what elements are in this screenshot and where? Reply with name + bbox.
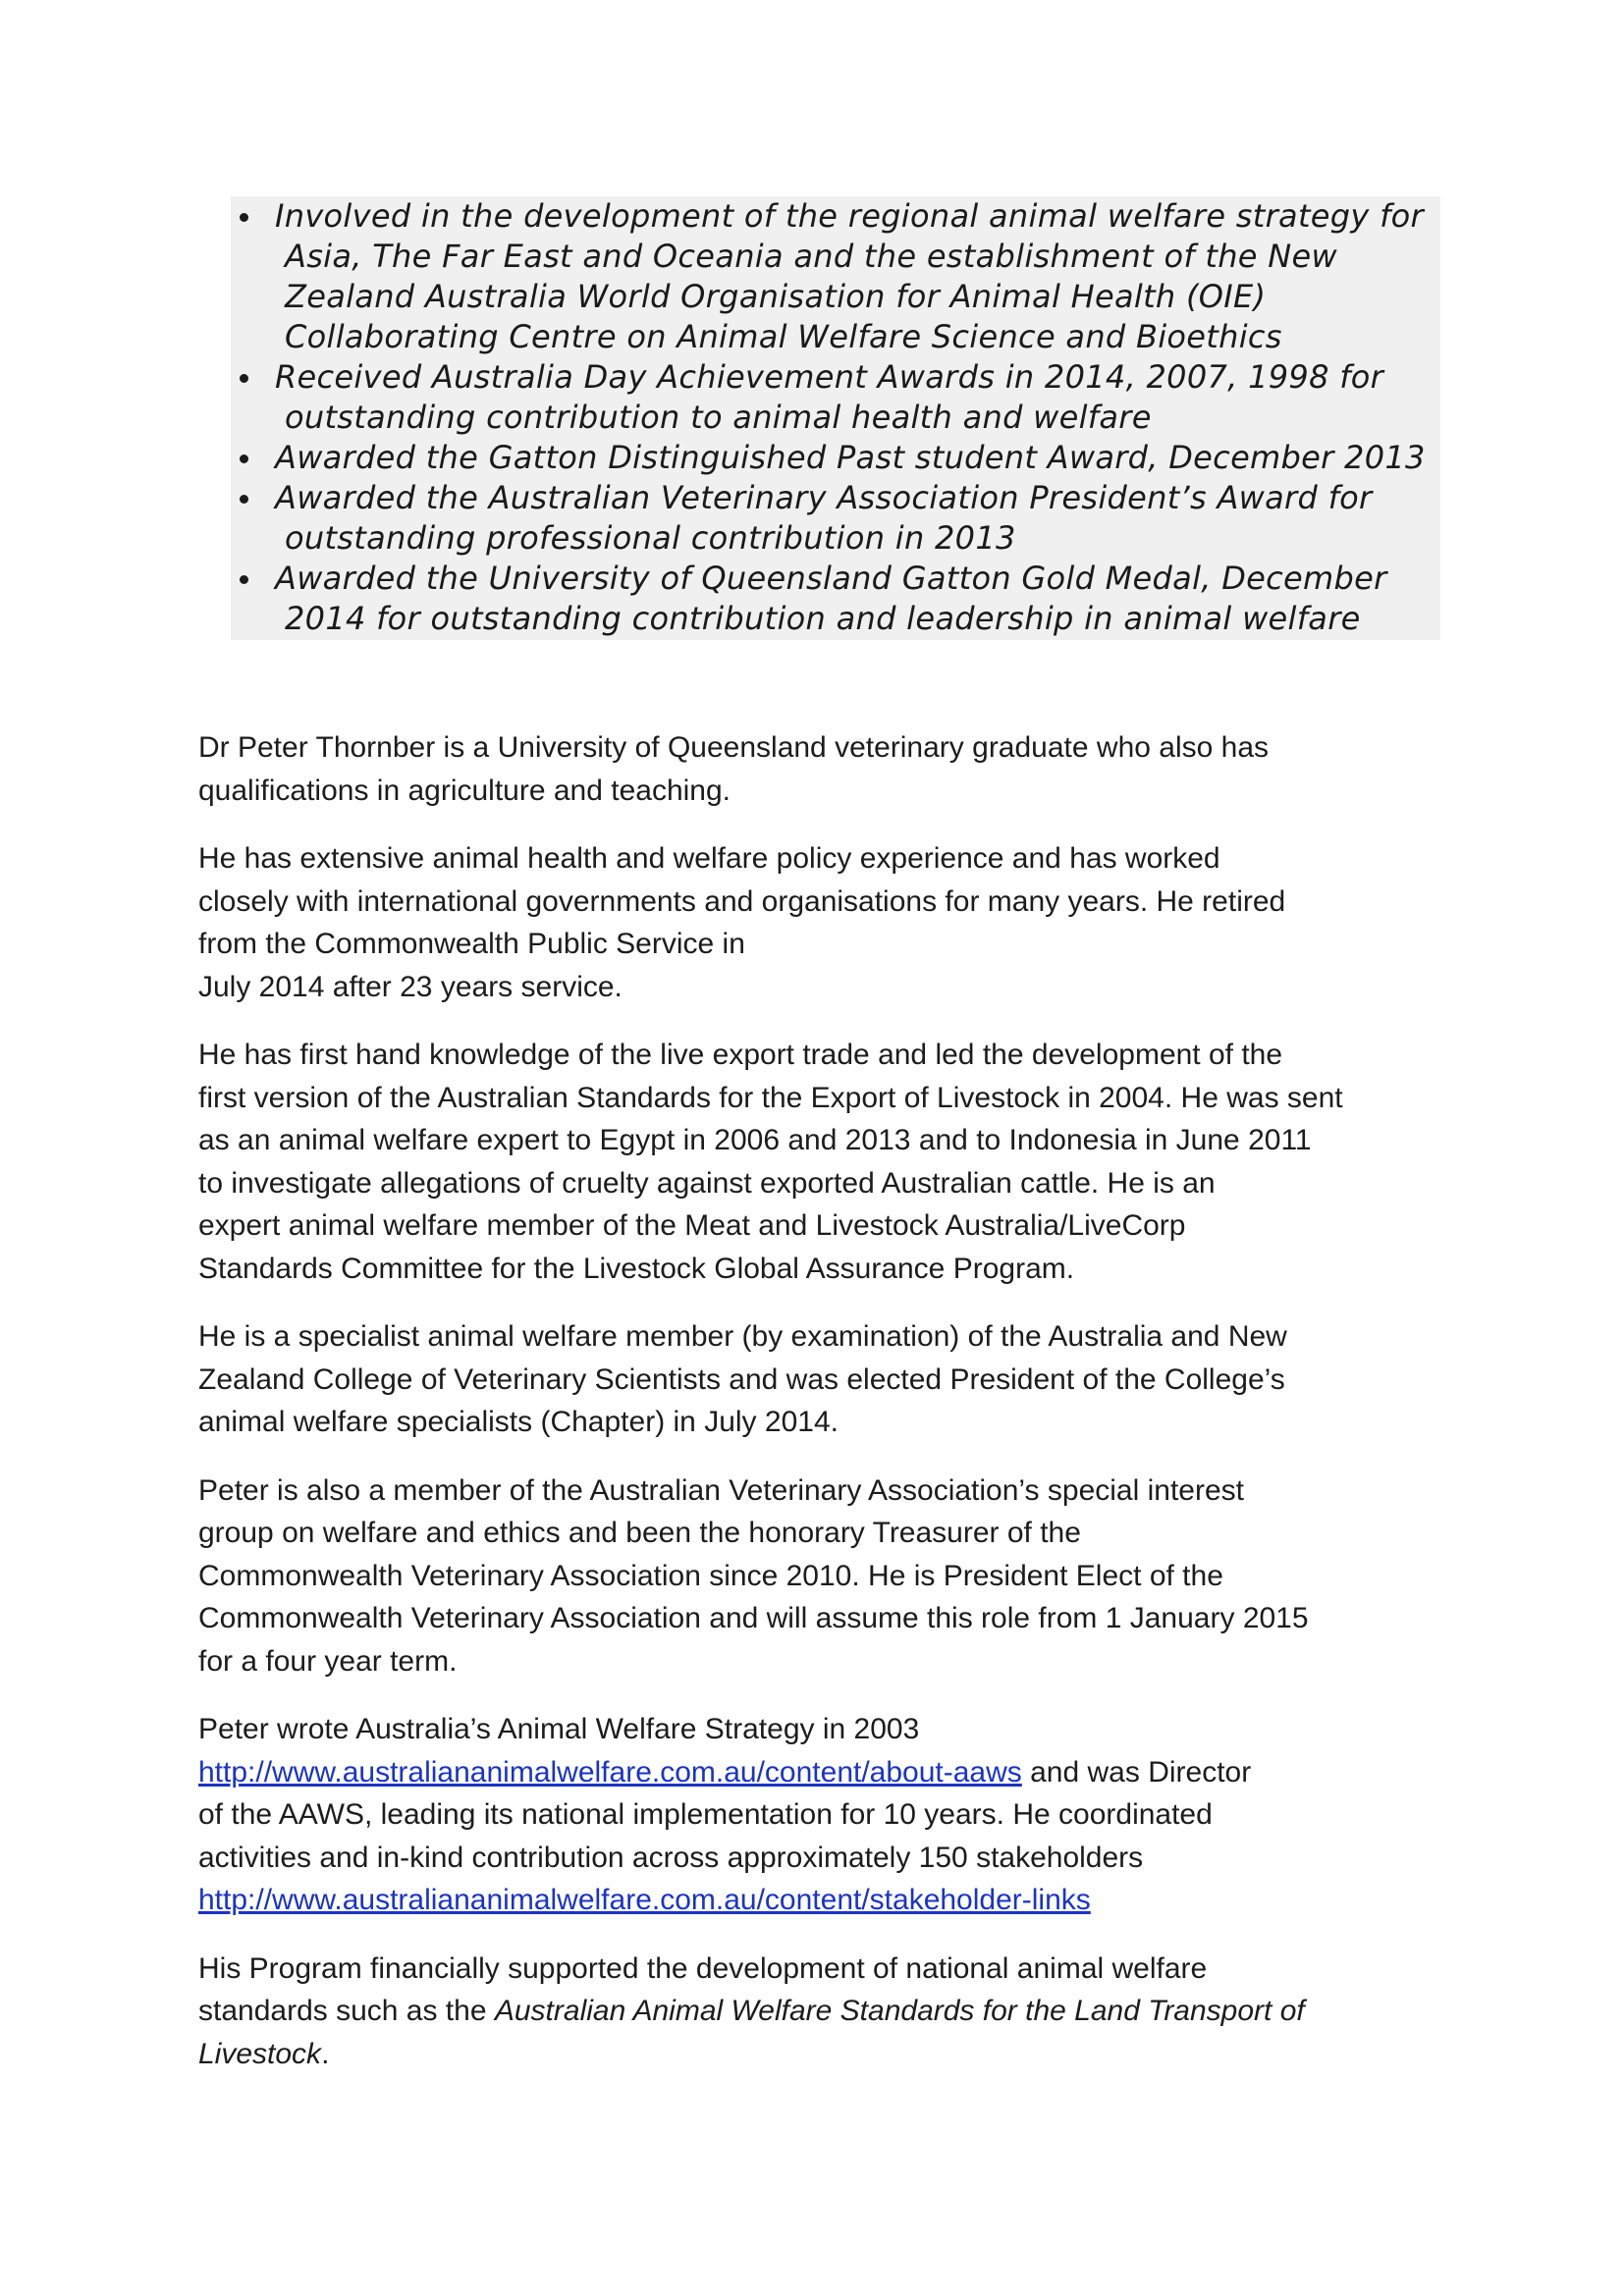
list-item-line: Zealand Australia World Organisation for Animal Health (OIE): [285, 278, 1267, 315]
bullet-icon: [240, 495, 248, 504]
bullet-icon: [240, 374, 248, 383]
achievements-box: [231, 196, 1440, 640]
list-item-line: Involved in the development of the regional animal welfare strategy for: [275, 197, 1425, 235]
text-line: July 2014 after 23 years service.: [198, 970, 623, 1003]
text-line: from the Commonwealth Public Service in: [198, 928, 745, 960]
paragraph-intro: [198, 726, 1445, 812]
list-item: [231, 357, 1440, 438]
list-item-line: Awarded the Australian Veterinary Association President’s Award for: [275, 479, 1373, 516]
text-line: closely with international governments and organisations for many years. He retired: [198, 884, 1286, 918]
text-line: His Program financially supported the development of national animal welfare: [198, 1951, 1208, 1985]
text-line: first version of the Australian Standards for the Export of Livestock in 2004. He was sent: [198, 1081, 1343, 1114]
text-segment: and was Director: [1021, 1755, 1252, 1789]
text-segment: standards such as the: [198, 1995, 495, 2027]
text-line: of the AAWS, leading its national implementation for 10 years. He coordinated: [198, 1798, 1213, 1831]
achievements-list: [231, 196, 1440, 639]
text-line: group on welfare and ethics and been the honorary Treasurer of the: [198, 1517, 1081, 1549]
biography-text: [198, 726, 1445, 2101]
bullet-icon: [240, 575, 248, 584]
text-segment: .: [321, 2037, 330, 2070]
list-item-line: Received Australia Day Achievement Awards in 2014, 2007, 1998 for: [275, 358, 1384, 396]
text-line: [198, 1751, 1445, 1794]
paragraph-college: [198, 1315, 1445, 1444]
text-line: He has first hand knowledge of the live export trade and led the development of the: [198, 1039, 1283, 1071]
list-item-line: Awarded the Gatton Distinguished Past student Award, December 2013: [275, 439, 1426, 476]
text-line: [198, 2033, 1445, 2076]
text-line: activities and in-kind contribution across approximately 150 stakeholders: [198, 1841, 1144, 1874]
list-item-line: outstanding professional contribution in 2013: [285, 519, 1016, 557]
text-line: [198, 1879, 1445, 1922]
paragraph-experience: [198, 837, 1445, 1008]
list-item-line: Asia, The Far East and Oceania and the establishment of the New: [285, 238, 1337, 275]
list-item: [231, 478, 1440, 559]
list-item: [231, 196, 1440, 357]
text-line: Commonwealth Veterinary Association since 2010. He is President Elect of the: [198, 1559, 1223, 1592]
list-item-line: outstanding contribution to animal health and welfare: [285, 399, 1152, 436]
text-line: Commonwealth Veterinary Association and will assume this role from 1 January 2015: [198, 1602, 1309, 1634]
standards-title: Livestock: [198, 2037, 322, 2070]
bullet-icon: [240, 454, 248, 463]
paragraph-association: [198, 1469, 1445, 1683]
text-line: [198, 1990, 1445, 2033]
text-line: Zealand College of Veterinary Scientists and was elected President of the College’s: [198, 1362, 1285, 1396]
text-line: Dr Peter Thornber is a University of Queensland veterinary graduate who also has: [198, 731, 1270, 764]
text-line: animal welfare specialists (Chapter) in July 2014.: [198, 1406, 839, 1438]
standards-title: Australian Animal Welfare Standards for the Land Transport of: [494, 1995, 1305, 2027]
text-line: expert animal welfare member of the Meat and Livestock Australia/LiveCorp: [198, 1209, 1186, 1242]
stakeholder-links-link[interactable]: http://www.australiananimalwelfare.com.au/content/stakeholder-links: [198, 1884, 1091, 1916]
paragraph-program: [198, 1948, 1445, 2076]
list-item-line: Collaborating Centre on Animal Welfare Science and Bioethics: [285, 318, 1282, 355]
paragraph-live-export: [198, 1034, 1445, 1290]
list-item-line: 2014 for outstanding contribution and leadership in animal welfare: [285, 600, 1361, 637]
text-line: He is a specialist animal welfare member (by examination) of the Australia and New: [198, 1320, 1287, 1353]
text-line: to investigate allegations of cruelty against exported Australian cattle. He is an: [198, 1166, 1216, 1200]
text-line: as an animal welfare expert to Egypt in 2006 and 2013 and to Indonesia in June 2011: [198, 1124, 1312, 1156]
about-aaws-link[interactable]: http://www.australiananimalwelfare.com.au/content/about-aaws: [198, 1755, 1022, 1789]
text-line: He has extensive animal health and welfare policy experience and has worked: [198, 842, 1220, 875]
bullet-icon: [240, 213, 248, 222]
paragraph-strategy: [198, 1708, 1445, 1922]
text-line: Peter is also a member of the Australian Veterinary Association’s special interest: [198, 1473, 1244, 1507]
list-item: [231, 559, 1440, 639]
text-line: Standards Committee for the Livestock Global Assurance Program.: [198, 1252, 1075, 1285]
list-item: [231, 438, 1440, 478]
text-line: qualifications in agriculture and teaching.: [198, 774, 731, 807]
text-line: for a four year term.: [198, 1644, 458, 1678]
list-item-line: Awarded the University of Queensland Gatton Gold Medal, December: [275, 560, 1387, 597]
text-line: Peter wrote Australia’s Animal Welfare Strategy in 2003: [198, 1713, 920, 1745]
